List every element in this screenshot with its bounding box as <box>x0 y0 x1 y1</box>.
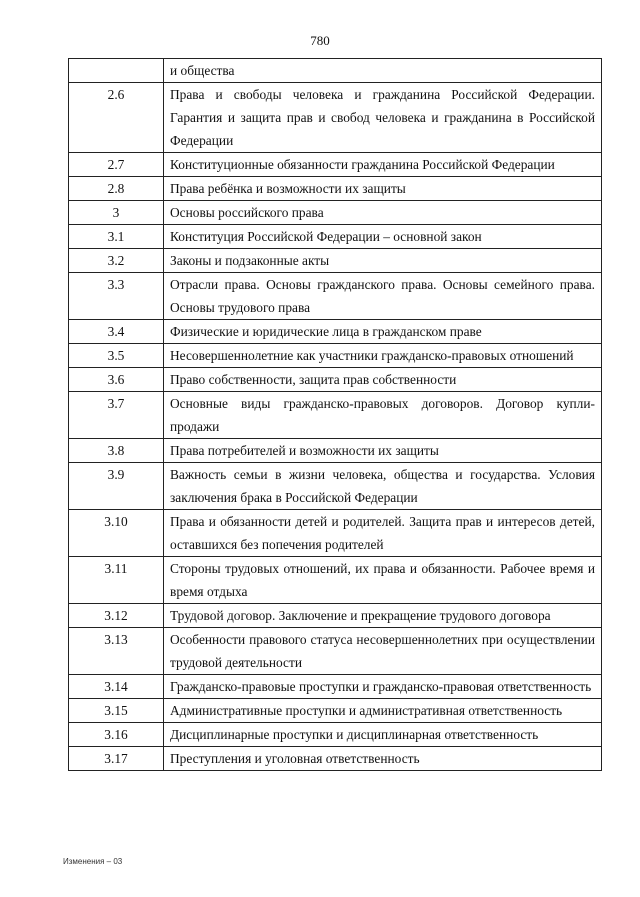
section-number: 3.4 <box>69 320 164 344</box>
section-title: Стороны трудовых отношений, их права и обязанности. Рабочее время и время отдыха <box>164 557 602 604</box>
section-title: Права ребёнка и возможности их защиты <box>164 177 602 201</box>
table-row <box>69 59 602 83</box>
section-title: Законы и подзаконные акты <box>164 249 602 273</box>
section-number: 3.2 <box>69 249 164 273</box>
content-table-body <box>69 59 602 771</box>
section-title: Конституция Российской Федерации – основной закон <box>164 225 602 249</box>
table-row <box>69 463 602 510</box>
section-number: 3 <box>69 201 164 225</box>
table-row <box>69 225 602 249</box>
table-row <box>69 675 602 699</box>
section-title: и общества <box>164 59 602 83</box>
section-title: Права и обязанности детей и родителей. Защита прав и интересов детей, оставшихся без попечения родителей <box>164 510 602 557</box>
section-title: Права потребителей и возможности их защиты <box>164 439 602 463</box>
table-row <box>69 699 602 723</box>
table-row <box>69 344 602 368</box>
section-number: 2.6 <box>69 83 164 153</box>
table-row <box>69 320 602 344</box>
section-number: 3.15 <box>69 699 164 723</box>
section-number: 3.8 <box>69 439 164 463</box>
section-number: 3.11 <box>69 557 164 604</box>
section-title: Преступления и уголовная ответственность <box>164 747 602 771</box>
section-number: 3.12 <box>69 604 164 628</box>
table-row <box>69 628 602 675</box>
section-title: Особенности правового статуса несовершеннолетних при осуществлении трудовой деятельности <box>164 628 602 675</box>
section-title: Несовершеннолетние как участники гражданско-правовых отношений <box>164 344 602 368</box>
table-row <box>69 747 602 771</box>
content-table <box>68 58 602 771</box>
section-number: 2.8 <box>69 177 164 201</box>
section-number: 3.10 <box>69 510 164 557</box>
table-row <box>69 201 602 225</box>
section-title: Трудовой договор. Заключение и прекращение трудового договора <box>164 604 602 628</box>
table-row <box>69 249 602 273</box>
section-number: 2.7 <box>69 153 164 177</box>
section-title: Гражданско-правовые проступки и гражданско-правовая ответственность <box>164 675 602 699</box>
page-number: 780 <box>310 33 330 48</box>
table-row <box>69 83 602 153</box>
section-title: Права и свободы человека и гражданина Российской Федерации. Гарантия и защита прав и свобод человека и гражданина в Российской Федерации <box>164 83 602 153</box>
section-number: 3.6 <box>69 368 164 392</box>
section-number: 3.13 <box>69 628 164 675</box>
section-title: Дисциплинарные проступки и дисциплинарная ответственность <box>164 723 602 747</box>
table-row <box>69 723 602 747</box>
section-number <box>69 59 164 83</box>
section-title: Физические и юридические лица в гражданском праве <box>164 320 602 344</box>
section-number: 3.3 <box>69 273 164 320</box>
section-title: Право собственности, защита прав собственности <box>164 368 602 392</box>
section-number: 3.5 <box>69 344 164 368</box>
table-row <box>69 153 602 177</box>
section-title: Административные проступки и административная ответственность <box>164 699 602 723</box>
section-number: 3.14 <box>69 675 164 699</box>
section-title: Основы российского права <box>164 201 602 225</box>
footer-revision-note: Изменения – 03 <box>63 857 123 866</box>
section-title: Отрасли права. Основы гражданского права. Основы семейного права. Основы трудового права <box>164 273 602 320</box>
section-number: 3.16 <box>69 723 164 747</box>
section-title: Основные виды гражданско-правовых договоров. Договор купли-продажи <box>164 392 602 439</box>
section-number: 3.9 <box>69 463 164 510</box>
section-number: 3.1 <box>69 225 164 249</box>
section-title: Конституционные обязанности гражданина Российской Федерации <box>164 153 602 177</box>
section-title: Важность семьи в жизни человека, общества и государства. Условия заключения брака в Российской Федерации <box>164 463 602 510</box>
table-row <box>69 392 602 439</box>
table-row <box>69 368 602 392</box>
table-row <box>69 557 602 604</box>
table-row <box>69 510 602 557</box>
section-number: 3.17 <box>69 747 164 771</box>
table-row <box>69 177 602 201</box>
table-row <box>69 604 602 628</box>
table-row <box>69 273 602 320</box>
section-number: 3.7 <box>69 392 164 439</box>
table-row <box>69 439 602 463</box>
